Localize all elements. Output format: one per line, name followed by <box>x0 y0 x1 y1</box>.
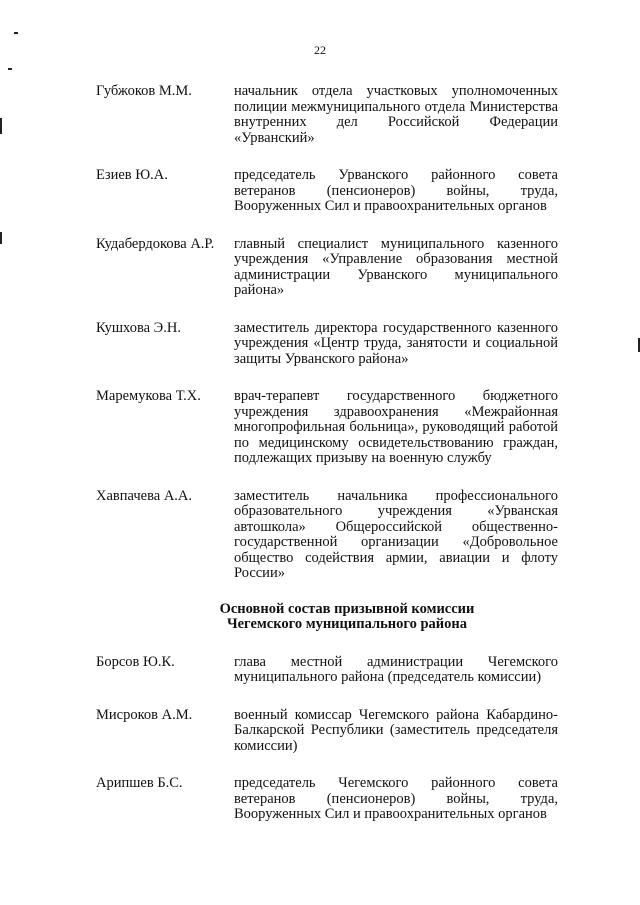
member-name: Маремукова Т.Х. <box>96 388 201 404</box>
member-role: глава местной администрации Чегемского муниципального района (председатель комиссии) <box>234 653 558 685</box>
member-name: Борсов Ю.К. <box>96 653 175 670</box>
scan-mark <box>0 118 2 134</box>
member-role: председатель Урванского районного совета ветеранов (пенсионеров) войны, труда, Вооруженных Сил и правоохранительных органов <box>234 167 558 214</box>
section-title <box>136 602 558 633</box>
member-entry <box>96 84 558 146</box>
member-entry <box>96 776 558 823</box>
member-entry <box>96 655 558 686</box>
scan-mark <box>0 232 2 244</box>
member-role: начальник отдела участковых уполномоченных полиции межмуниципального отдела Министерства внутренних дел Российской Федерации «Урванский» <box>234 83 558 146</box>
member-entry <box>96 168 558 215</box>
member-entry <box>96 489 558 582</box>
member-entry <box>96 237 558 299</box>
member-role: главный специалист муниципального казенного учреждения «Управление образования местной администрации Урванского муниципального района» <box>234 235 558 298</box>
member-role: заместитель директора государственного казенного учреждения «Центр труда, занятости и социальной защиты Урванского района» <box>234 319 558 367</box>
member-role: врач-терапевт государственного бюджетного учреждения здравоохранения «Межрайонная многопрофильная больница», руководящий работой по медицинскому освидетельствованию граждан, подлежащих призыву на военную службу <box>234 388 558 466</box>
member-role: военный комиссар Чегемского района Кабардино-Балкарской Республики (заместитель председателя комиссии) <box>234 706 558 754</box>
member-name: Губжоков М.М. <box>96 83 192 99</box>
scan-mark <box>14 32 18 34</box>
member-name: Арипшев Б.С. <box>96 775 183 791</box>
member-name: Кушхова Э.Н. <box>96 319 181 336</box>
page-number: 22 <box>314 43 326 57</box>
member-name: Езиев Ю.А. <box>96 167 168 183</box>
member-name: Мисроков А.М. <box>96 706 193 723</box>
member-name: Хавпачева А.А. <box>96 487 193 504</box>
member-entry <box>96 389 558 467</box>
scan-mark <box>8 68 12 70</box>
section-title-line-1: Основной состав призывной комиссии <box>219 600 475 617</box>
member-role: заместитель начальника профессионального образовательного учреждения «Урванская автошкола» Общероссийской общественно-государственной организации «Добровольное общество содействия армии, авиации и флоту России» <box>234 487 558 581</box>
member-name: Кудабердокова А.Р. <box>96 235 215 252</box>
member-entry <box>96 708 558 755</box>
member-role: председатель Чегемского районного совета ветеранов (пенсионеров) войны, труда, Вооруженных Сил и правоохранительных органов <box>234 775 558 822</box>
member-entry <box>96 321 558 368</box>
section-title-line-2: Чегемского муниципального района <box>226 616 468 632</box>
document-body <box>96 84 558 845</box>
